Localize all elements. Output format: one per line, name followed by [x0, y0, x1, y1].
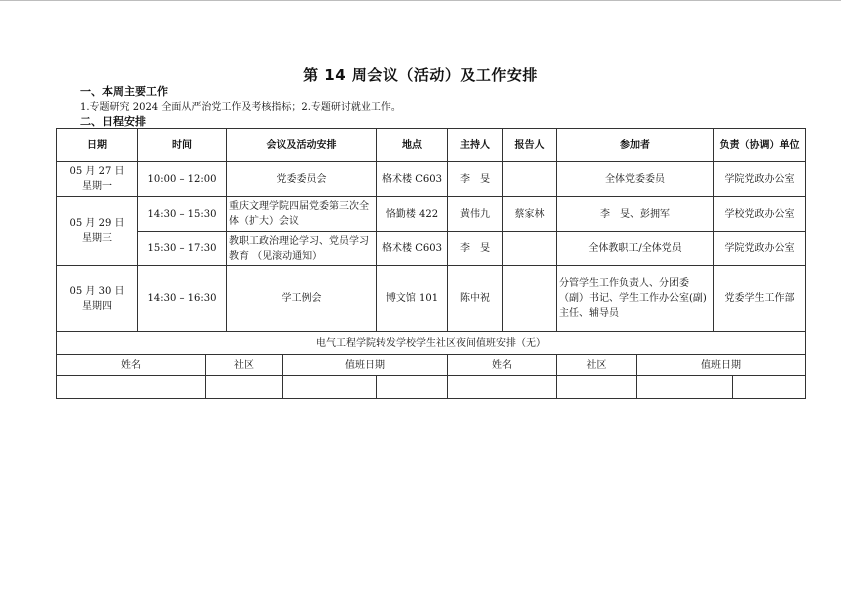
header-responsible: 负责（协调）单位: [714, 129, 806, 162]
top-border-line: [0, 0, 841, 1]
header-reporter: 报告人: [503, 129, 557, 162]
section-heading-main-work: 一、本周主要工作: [80, 85, 168, 98]
responsible-cell: 学院党政办公室: [714, 232, 806, 266]
duty-header-name: 姓名: [57, 355, 206, 376]
header-meeting: 会议及活动安排: [227, 129, 377, 162]
duty-empty-cell: [283, 376, 377, 399]
table-row: [57, 232, 806, 266]
duty-header-community: 社区: [206, 355, 283, 376]
time-cell: 14:30 – 15:30: [138, 197, 227, 232]
duty-empty-cell: [448, 376, 557, 399]
duty-empty-cell: [57, 376, 206, 399]
reporter-cell: [503, 266, 557, 332]
weekday-text: 星期三: [82, 233, 112, 244]
weekday-text: 星期四: [82, 300, 112, 312]
duty-empty-cell: [637, 376, 733, 399]
host-cell: 黄伟九: [448, 197, 503, 232]
section-heading-schedule: 二、日程安排: [80, 115, 146, 128]
place-cell: 博文馆 101: [377, 266, 448, 332]
host-cell: 李 旻: [448, 232, 503, 266]
header-attendees: 参加者: [557, 129, 714, 162]
responsible-cell: 学校党政办公室: [714, 197, 806, 232]
meeting-cell: 学工例会: [227, 266, 377, 332]
time-cell: 14:30 – 16:30: [138, 266, 227, 332]
duty-empty-row: [57, 376, 806, 399]
attendees-cell: 全体党委委员: [557, 162, 714, 197]
schedule-table: [56, 128, 806, 399]
table-row: [57, 162, 806, 197]
duty-header-date: 值班日期: [283, 355, 448, 376]
responsible-cell: 党委学生工作部: [714, 266, 806, 332]
header-date: 日期: [57, 129, 138, 162]
duty-empty-cell: [733, 376, 806, 399]
place-cell: 恪勤楼 422: [377, 197, 448, 232]
header-host: 主持人: [448, 129, 503, 162]
weekday-text: 星期一: [82, 181, 112, 192]
page-title: 第 14 周会议（活动）及工作安排: [303, 66, 538, 84]
table-header-row: [57, 129, 806, 162]
duty-table-title: 电气工程学院转发学校学生社区夜间值班安排（无）: [57, 332, 806, 355]
attendees-cell: 全体教职工/全体党员: [557, 232, 714, 266]
table-row: [57, 197, 806, 232]
host-cell: 李 旻: [448, 162, 503, 197]
duty-empty-cell: [377, 376, 448, 399]
time-cell: 15:30 – 17:30: [138, 232, 227, 266]
host-cell: 陈中祝: [448, 266, 503, 332]
date-cell: [57, 266, 138, 332]
place-cell: 格术楼 C603: [377, 162, 448, 197]
duty-title-row: [57, 332, 806, 355]
attendees-cell: 李 旻、彭拥军: [557, 197, 714, 232]
duty-empty-cell: [557, 376, 637, 399]
date-cell: [57, 197, 138, 266]
meeting-cell: 党委委员会: [227, 162, 377, 197]
reporter-cell: [503, 232, 557, 266]
time-cell: 10:00 – 12:00: [138, 162, 227, 197]
responsible-cell: 学院党政办公室: [714, 162, 806, 197]
duty-empty-cell: [206, 376, 283, 399]
place-cell: 格术楼 C603: [377, 232, 448, 266]
duty-header-community: 社区: [557, 355, 637, 376]
date-text: 05 月 29 日: [69, 218, 125, 229]
main-work-text: 1.专题研究 2024 全面从严治党工作及考核指标；2.专题研讨就业工作。: [80, 102, 401, 113]
date-text: 05 月 30 日: [69, 285, 125, 297]
duty-header-date: 值班日期: [637, 355, 806, 376]
date-cell: [57, 162, 138, 197]
header-place: 地点: [377, 129, 448, 162]
duty-header-row: [57, 355, 806, 376]
duty-header-name: 姓名: [448, 355, 557, 376]
date-text: 05 月 27 日: [69, 166, 125, 177]
reporter-cell: 蔡家林: [503, 197, 557, 232]
attendees-cell: 分管学生工作负责人、分团委（副）书记、学生工作办公室(副)主任、辅导员: [557, 266, 714, 332]
table-row: [57, 266, 806, 332]
meeting-cell: 重庆文理学院四届党委第三次全体（扩大）会议: [227, 197, 377, 232]
header-time: 时间: [138, 129, 227, 162]
reporter-cell: [503, 162, 557, 197]
meeting-cell: 教职工政治理论学习、党员学习教育 （见滚动通知）: [227, 232, 377, 266]
